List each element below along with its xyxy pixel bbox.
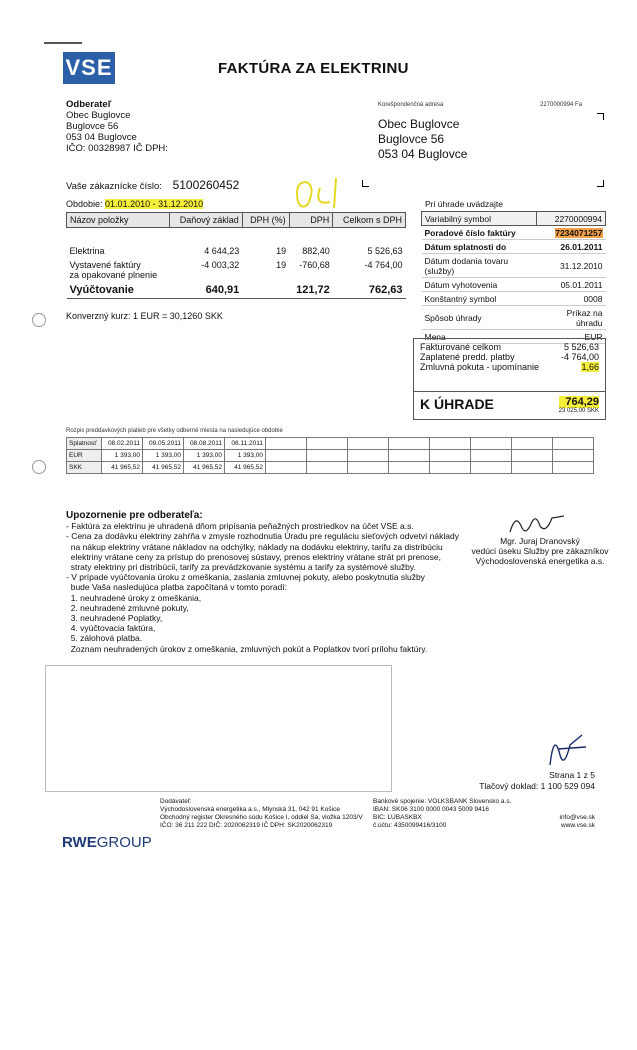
column-header: Celkom s DPH <box>333 213 406 228</box>
summary-value: 1,66 <box>581 362 599 372</box>
notice-line: 3. neuhradené Poplatky, <box>66 613 163 624</box>
info-value: 2270000994 <box>536 212 605 226</box>
rwe-logo-text: RWE <box>62 834 97 851</box>
punch-hole <box>32 313 46 327</box>
customer-line: Obec Buglovce <box>66 110 131 121</box>
rwe-logo-suffix: GROUP <box>96 834 152 851</box>
info-value: EUR <box>536 330 605 344</box>
info-label: Spôsob úhrady <box>422 306 537 330</box>
summary-row <box>414 362 605 372</box>
notice-line: straty elektriny pri distribúcii, tarify za prevádzkovanie systému a tarify za systémové služby. <box>66 562 416 573</box>
correspondence-line: 053 04 Buglovce <box>378 147 468 161</box>
table-cell: 5 526,63 <box>367 246 403 256</box>
correspondence-address <box>378 117 467 162</box>
table-cell: 41 965,52 <box>143 462 184 474</box>
customer-notice <box>66 510 459 654</box>
customer-number-label: Vaše zákaznícke číslo: <box>66 181 162 192</box>
amount-due <box>414 391 605 418</box>
notice-line: na nákup elektriny vrátane nákladov na odchýlky, náklady na dodávku elektriny, tarifu za distribúciu <box>66 541 443 552</box>
customer-number <box>66 178 239 192</box>
table-cell: 08.11.2011 <box>225 438 266 450</box>
table-cell: -4 003,32 <box>201 260 240 270</box>
customer-block <box>66 99 168 154</box>
correspondence-label: Korešpondenčná adresa <box>378 102 444 108</box>
summary-label: Zaplatené predd. platby <box>420 352 515 362</box>
summary-value: 5 526,63 <box>563 342 599 352</box>
table-cell: 121,72 <box>289 282 333 299</box>
summary-label: Fakturované celkom <box>420 342 502 352</box>
page-info <box>479 770 595 792</box>
vse-logo: VSE <box>63 52 115 84</box>
notice-line: bude Vaša nasledujúca platba započítaná v tomto poradí: <box>66 582 287 593</box>
customer-label: Odberateľ <box>66 99 112 110</box>
schedule-table <box>66 437 594 474</box>
table-row <box>67 244 406 258</box>
table-cell: 08.02.2011 <box>102 438 143 450</box>
amount-due-label: K ÚHRADE <box>420 396 494 412</box>
info-label: Dátum splatnosti do <box>422 240 537 254</box>
conversion-rate: Konverzný kurz: 1 EUR = 30,1260 SKK <box>66 311 223 321</box>
column-header: Názov položky <box>67 213 170 228</box>
table-cell: EUR <box>67 450 102 462</box>
table-cell: 1 393,00 <box>102 450 143 462</box>
corner-mark <box>597 113 604 120</box>
bank-line: Bankové spojenie: VOLKSBANK Slovensko a.s. <box>373 798 512 805</box>
table-cell: 882,40 <box>302 246 330 256</box>
table-row <box>422 212 606 226</box>
corner-mark <box>597 180 604 187</box>
corner-mark <box>362 180 369 187</box>
page-number: Strana 1 z 5 <box>549 770 595 780</box>
table-row <box>422 226 606 240</box>
table-cell: Splatnosť <box>67 438 102 450</box>
table-cell: 1 393,00 <box>143 450 184 462</box>
summary-row <box>414 352 605 362</box>
notice-line: 2. neuhradené zmluvné pokuty, <box>66 602 189 613</box>
correspondence-ref: 2270000994 Fa <box>540 102 583 108</box>
table-row <box>67 450 594 462</box>
customer-line: Buglovce 56 <box>66 121 119 132</box>
contact-email: info@vse.sk <box>559 814 595 821</box>
rwe-group-logo <box>62 834 152 851</box>
supplier-info <box>160 798 363 830</box>
period-value: 01.01.2010 - 31.12.2010 <box>105 199 204 209</box>
table-cell: 762,63 <box>333 282 406 299</box>
summary-label: Zmluvná pokuta - upomínanie <box>420 362 540 372</box>
info-label: Variabilný symbol <box>422 212 537 226</box>
customer-line: IČO: 00328987 IČ DPH: <box>66 143 168 154</box>
blank-area <box>45 665 392 792</box>
bank-line: BIC: LUBASKBX <box>373 814 422 821</box>
table-cell: 1 393,00 <box>184 450 225 462</box>
customer-line: 053 04 Buglovce <box>66 132 137 143</box>
contact-web: www.vse.sk <box>561 822 595 829</box>
table-row <box>422 278 606 292</box>
top-mark <box>44 42 82 44</box>
table-row <box>422 240 606 254</box>
info-label: Mena <box>422 330 537 344</box>
table-cell: -4 764,00 <box>364 260 403 270</box>
notice-line: elektriny vrátane ceny za prístup do prenosovej sústavy, prenos elektriny vrátane strát pri prenose, <box>66 551 441 562</box>
summary-box <box>413 338 606 420</box>
signatory <box>470 536 610 566</box>
table-row <box>67 438 594 450</box>
notice-line: 5. zálohová platba. <box>66 633 143 644</box>
table-cell: SKK <box>67 462 102 474</box>
print-number: Tlačový doklad: 1 100 529 094 <box>479 781 595 791</box>
table-cell: 08.08.2011 <box>184 438 225 450</box>
table-cell: 19 <box>276 260 287 270</box>
notice-line: - V prípade vyúčtovania úroku z omeškania, zaslania zmluvnej pokuty, alebo poskytnutia služby <box>66 572 425 583</box>
table-total-row <box>67 282 406 299</box>
notice-line: 4. vyúčtovacia faktúra, <box>66 623 156 634</box>
schedule-title: Rozpis preddavkových platieb pre všetky odberné miesta na nasledujúce obdobie <box>66 428 283 434</box>
info-value: 0008 <box>536 292 605 306</box>
items-table <box>66 212 406 299</box>
info-label: Dátum dodania tovaru (služby) <box>422 254 537 278</box>
payment-info-table <box>421 211 606 344</box>
correspondence-line: Buglovce 56 <box>378 132 445 146</box>
contact-info <box>560 814 596 830</box>
notice-line: - Cena za dodávku elektriny zahŕňa v zmysle rozhodnutia Úradu pre reguláciu sieťových odvetví náklady <box>66 531 459 542</box>
table-cell: -760,68 <box>299 260 330 270</box>
table-cell: Elektrina <box>69 246 105 256</box>
correspondence-line: Obec Buglovce <box>378 117 460 131</box>
notice-title: Upozornenie pre odberateľa: <box>66 510 203 521</box>
info-label: Poradové číslo faktúry <box>422 226 537 240</box>
table-cell: Vyúčtovanie <box>67 282 170 299</box>
table-cell: 09.05.2011 <box>143 438 184 450</box>
column-header: Daňový základ <box>170 213 243 228</box>
table-cell: 41 965,52 <box>184 462 225 474</box>
column-header: DPH <box>289 213 333 228</box>
signatory-company: Východoslovenská energetika a.s. <box>475 556 605 566</box>
amount-due-value: 764,29 <box>559 396 599 408</box>
info-value: 05.01.2011 <box>536 278 605 292</box>
table-row <box>67 258 406 282</box>
notice-line: 1. neuhradené úroky z omeškania, <box>66 592 202 603</box>
table-cell: 640,91 <box>170 282 243 299</box>
bank-line: IBAN: SK06 3100 0000 0043 5009 9416 <box>373 806 490 813</box>
info-value: 26.01.2011 <box>536 240 605 254</box>
info-label: Konštantný symbol <box>422 292 537 306</box>
table-row <box>422 254 606 278</box>
table-cell: 4 644,23 <box>204 246 240 256</box>
table-cell <box>242 282 289 299</box>
table-row <box>422 292 606 306</box>
table-cell: Vystavené faktúry za opakované plnenie <box>69 260 158 280</box>
notice-line: - Faktúra za elektrinu je uhradená dňom pripísania peňažných prostriedkov na účet VSE a.s. <box>66 521 414 532</box>
info-value: 31.12.2010 <box>536 254 605 278</box>
payment-info-title: Pri úhrade uvádzajte <box>425 199 503 209</box>
summary-row <box>414 342 605 352</box>
billing-period <box>66 199 203 209</box>
supplier-line: IČO: 36 211 222 DIČ: 2020062319 IČ DPH: SK2020062319 <box>160 822 333 829</box>
bank-line: č.účtu: 4350099416/3100 <box>373 822 447 829</box>
bank-info <box>373 798 511 830</box>
summary-value: -4 764,00 <box>560 352 599 362</box>
table-cell: 1 393,00 <box>225 450 266 462</box>
info-value: Príkaz na úhradu <box>536 306 605 330</box>
supplier-line: Obchodný register Okresného súdu Košice I, oddiel Sa, vložka 1203/V <box>160 814 363 821</box>
info-value: 7234071257 <box>555 227 603 238</box>
column-header: DPH (%) <box>242 213 289 228</box>
supplier-line: Východoslovenská energetika a.s., Mlynská 31, 042 91 Košice <box>160 806 340 813</box>
table-row <box>422 306 606 330</box>
customer-number-value: 5100260452 <box>172 178 240 192</box>
invoice-title: FAKTÚRA ZA ELEKTRINU <box>218 60 409 77</box>
signatory-name: Mgr. Juraj Dranovský <box>500 536 580 546</box>
table-cell: 19 <box>276 246 287 256</box>
period-label: Obdobie: <box>66 199 103 209</box>
table-header-row <box>67 213 406 228</box>
punch-hole <box>32 460 46 474</box>
notice-line: Zoznam neuhradených úrokov z omeškania, zmluvných pokút a Poplatkov tvorí prílohu faktúry. <box>66 643 428 654</box>
amount-due-skk: 23 025,00 SKK <box>558 408 599 414</box>
signatory-role: vedúci úseku Služby pre zákazníkov <box>471 546 609 556</box>
table-row <box>67 462 594 474</box>
table-cell: 41 965,52 <box>102 462 143 474</box>
signature-image <box>506 510 576 538</box>
table-cell: 41 965,52 <box>225 462 266 474</box>
info-label: Dátum vyhotovenia <box>422 278 537 292</box>
supplier-label: Dodávateľ: <box>160 798 192 805</box>
